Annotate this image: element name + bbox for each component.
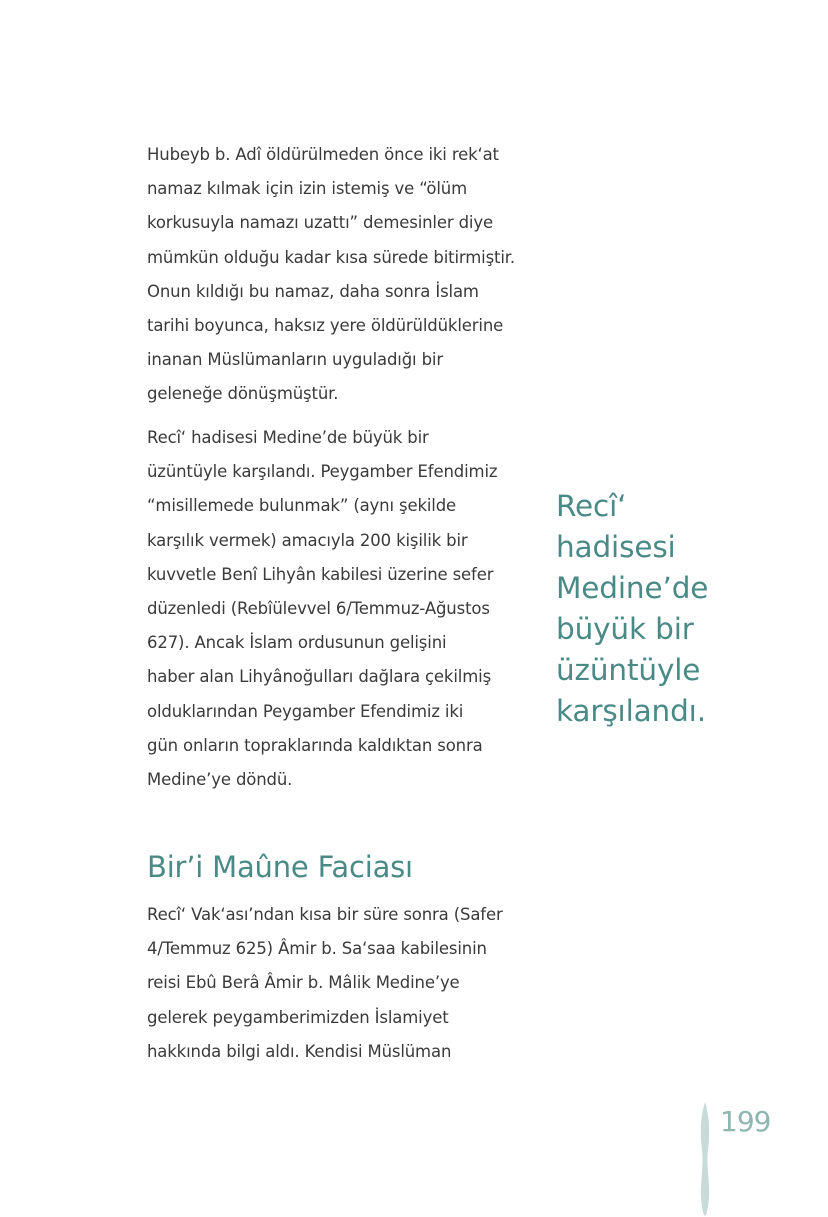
text-line: gelerek peygamberimizden İslamiyet [147,1007,449,1027]
text-line: Recî‘ Vak‘ası’ndan kısa bir süre sonra (Safer [147,905,503,924]
section-heading: Bir’i Maûne Faciası [147,850,413,884]
pull-quote [556,486,708,732]
text-line: 4/Temmuz 625) Âmir b. Sa‘saa kabilesinin [147,939,487,959]
text-line: “misillemede bulunmak” (aynı şekilde [147,496,457,516]
text-line: mümkün olduğu kadar kısa sürede bitirmiştir. [147,247,516,267]
text-line: kuvvetle Benî Lihyân kabilesi üzerine sefer [147,564,494,584]
text-line: hakkında bilgi aldı. Kendisi Müslüman [147,1041,452,1061]
pull-quote-line: karşılandı. [556,694,706,728]
body-paragraph-3 [147,898,537,1069]
text-line: gün onların topraklarında kaldıktan sonra [147,735,483,755]
pull-quote-line: büyük bir [556,612,694,646]
body-paragraph-2 [147,421,537,797]
pull-quote-line: üzüntüyle [556,653,701,687]
page-marker-shape [701,1102,709,1216]
page-marker-ornament [695,1100,715,1217]
text-line: haber alan Lihyânoğulları dağlara çekilmiş [147,667,492,687]
pull-quote-line: Recî‘ [556,489,627,523]
text-line: Medine’ye döndü. [147,769,293,789]
text-line: reisi Ebû Berâ Âmir b. Mâlik Medine’ye [147,973,460,993]
text-line: Onun kıldığı bu namaz, daha sonra İslam [147,281,479,301]
pull-quote-line: Medine’de [556,571,709,605]
text-line: olduklarından Peygamber Efendimiz iki [147,701,464,721]
text-line: Recî‘ hadisesi Medine’de büyük bir [147,428,429,447]
pull-quote-line: hadisesi [556,530,676,564]
text-line: üzüntüyle karşılandı. Peygamber Efendimiz [147,462,498,482]
body-paragraph-1 [147,138,537,412]
text-line: geleneğe dönüşmüştür. [147,384,339,404]
text-line: namaz kılmak için izin istemiş ve “ölüm [147,179,468,199]
text-line: Hubeyb b. Adî öldürülmeden önce iki rek‘at [147,145,499,164]
text-line: 627). Ancak İslam ordusunun gelişini [147,633,447,653]
text-line: düzenledi (Rebîülevvel 6/Temmuz-Ağustos [147,598,490,618]
text-line: karşılık vermek) amacıyla 200 kişilik bir [147,530,468,550]
text-line: inanan Müslümanların uyguladığı bir [147,350,443,370]
text-line: tarihi boyunca, haksız yere öldürüldüklerine [147,315,504,335]
page-number: 199 [720,1105,771,1138]
text-line: korkusuyla namazı uzattı” demesinler diye [147,213,493,233]
